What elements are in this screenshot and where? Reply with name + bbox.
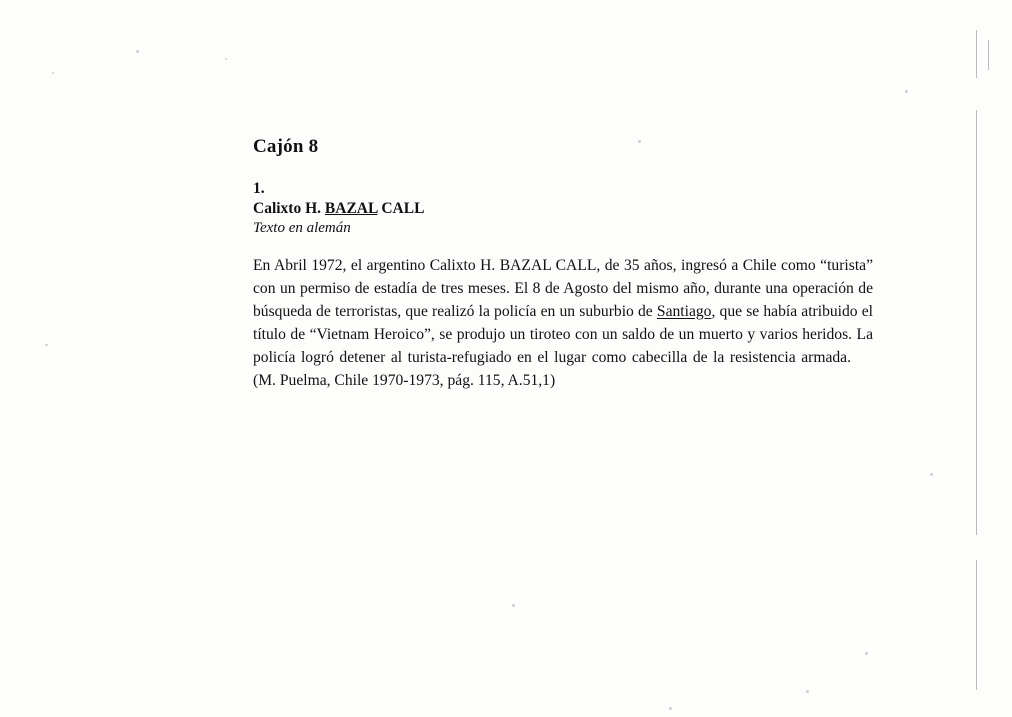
person-name-underlined: BAZAL: [324, 200, 378, 217]
scan-speck: [865, 652, 868, 655]
scan-speck: [905, 90, 908, 93]
scan-speck: [52, 72, 54, 74]
scan-speck: [930, 473, 933, 476]
source-reference: (M. Puelma, Chile 1970-1973, pág. 115, A.51,1): [253, 371, 556, 389]
scan-speck: [806, 690, 809, 693]
scan-speck: [512, 604, 515, 607]
language-note: Texto en alemán: [253, 220, 351, 236]
entry-person-name: [253, 200, 873, 218]
scan-edge-mark: [976, 560, 977, 690]
entry-number: 1.: [253, 180, 265, 197]
scan-edge-mark: [988, 40, 989, 70]
page-title: Cajón 8: [253, 136, 319, 157]
person-name-suffix: CALL: [377, 200, 425, 217]
entry-paragraph: [253, 255, 873, 393]
paragraph-part-two: , que se había atribuido el título de “Vietnam Heroico”, se produjo un tiroteo con un saldo de un muerto y varios heridos. La policía logró detener al turista-refugiado en el lugar como cabecilla de la resistencia armada.: [253, 302, 874, 366]
document-content: [253, 136, 873, 393]
scan-edge-mark: [976, 30, 977, 78]
paragraph-part-one: En Abril 1972, el argentino Calixto H. BAZAL CALL, de 35 años, ingresó a Chile como “turista” con un permiso de estadía de tres meses. El 8 de Agosto del mismo año, durante una operación de búsqueda de terroristas, que realizó la policía en un suburbio de: [253, 257, 873, 320]
scan-edge-mark: [976, 110, 977, 535]
scan-speck: [45, 344, 48, 346]
place-name-underlined: Santiago: [656, 302, 712, 320]
person-name-prefix: Calixto H.: [253, 200, 325, 217]
scan-speck: [136, 50, 139, 53]
scan-speck: [225, 58, 227, 60]
scan-speck: [669, 707, 672, 710]
